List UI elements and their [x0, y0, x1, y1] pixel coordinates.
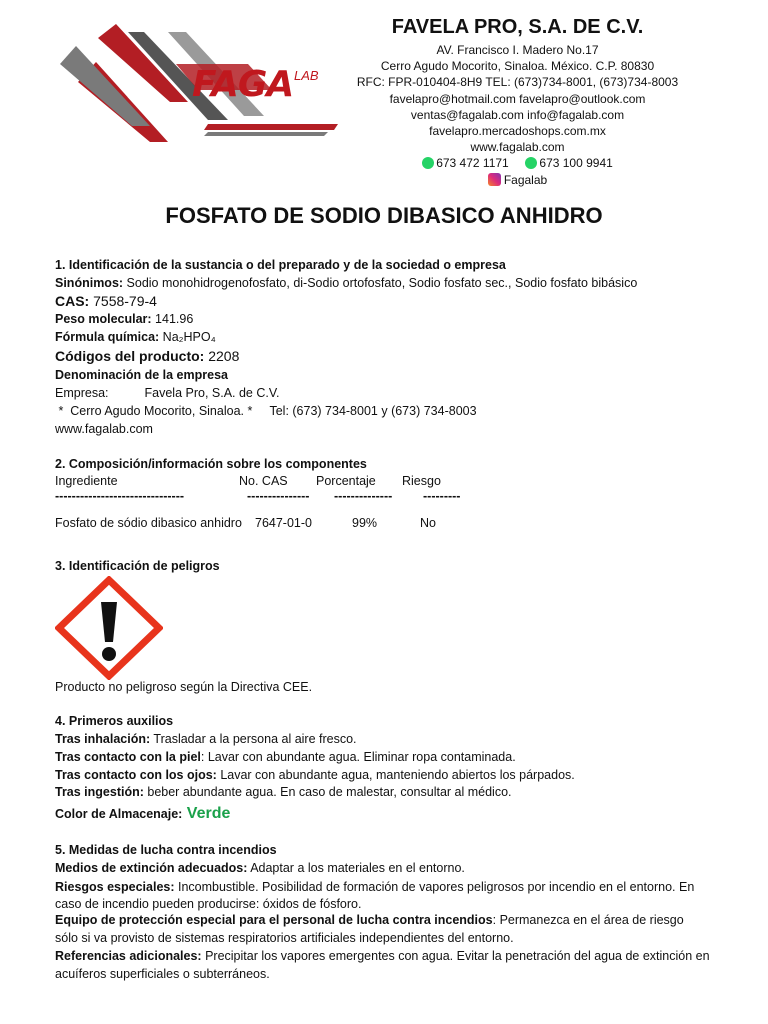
first-aid-ingestion: Tras ingestión: beber abundante agua. En caso de malestar, consultar al médico.: [55, 785, 512, 799]
cell-cas: 7647-01-0: [255, 516, 312, 530]
special-risks-cont: caso de incendio pueden producirse: óxidos de fósforo.: [55, 897, 362, 911]
empresa-line: Empresa: Favela Pro, S.A. de C.V.: [55, 386, 280, 400]
divider: --------------: [334, 489, 393, 503]
company-phones: [350, 155, 685, 171]
molecular-weight: Peso molecular: 141.96: [55, 312, 194, 326]
cell-percent: 99%: [352, 516, 378, 530]
company-email1[interactable]: favelapro@hotmail.com favelapro@outlook.com: [389, 92, 646, 106]
hazard-statement: Producto no peligroso según la Directiva CEE.: [55, 680, 313, 694]
whatsapp-icon: [422, 157, 434, 169]
section5-heading: 5. Medidas de lucha contra incendios: [55, 843, 277, 857]
company-web[interactable]: www.fagalab.com: [470, 140, 565, 154]
extinguishing-media: Medios de extinción adecuados: Adaptar a los materiales en el entorno.: [55, 861, 465, 875]
first-aid-inhalation: Tras inhalación: Trasladar a la persona al aire fresco.: [55, 732, 357, 746]
company-address: AV. Francisco I. Madero No.17: [436, 43, 599, 57]
col-header-cas: No. CAS: [239, 474, 288, 488]
cas-number: CAS: 7558-79-4: [55, 293, 157, 309]
divider: -------------------------------: [55, 489, 185, 503]
first-aid-skin: Tras contacto con la piel: Lavar con abundante agua. Eliminar ropa contaminada.: [55, 750, 516, 764]
additional-references: Referencias adicionales: Precipitar los vapores emergentes con agua. Evitar la penetración del agua de extinción en: [55, 949, 710, 963]
section3-heading: 3. Identificación de peligros: [55, 559, 220, 573]
section1-heading: 1. Identificación de la sustancia o del preparado y de la sociedad o empresa: [55, 258, 506, 272]
logo-brand: FAGA: [192, 64, 294, 105]
website-link[interactable]: www.fagalab.com: [55, 422, 153, 436]
cell-ingredient: Fosfato de sódio dibasico anhidro: [55, 516, 242, 530]
document-title: FOSFATO DE SODIO DIBASICO ANHIDRO: [165, 203, 603, 228]
phone-1[interactable]: 673 472 1171: [436, 156, 509, 170]
logo-suffix: LAB: [294, 68, 319, 83]
divider: ---------------: [247, 489, 310, 503]
section4-heading: 4. Primeros auxilios: [55, 714, 174, 728]
instagram-icon: [488, 173, 501, 186]
protective-equipment-cont: sólo si va provisto de sistemas respiratorios artificiales independientes del entorno.: [55, 931, 514, 945]
col-header-ingredient: Ingrediente: [55, 474, 118, 488]
divider: ---------: [423, 489, 461, 503]
whatsapp-icon: [525, 157, 537, 169]
col-header-percent: Porcentaje: [316, 474, 376, 488]
special-risks: Riesgos especiales: Incombustible. Posibilidad de formación de vapores peligrosos por incendio en el entorno. En: [55, 880, 695, 894]
storage-color-value: Verde: [182, 805, 231, 822]
company-city: Cerro Agudo Mocorito, Sinaloa. México. C.P. 80830: [380, 59, 655, 73]
company-denomination: Denominación de la empresa: [55, 368, 228, 382]
phone-2[interactable]: 673 100 9941: [539, 156, 613, 170]
col-header-risk: Riesgo: [402, 474, 441, 488]
company-logo: [58, 24, 348, 144]
chemical-formula: Fórmula química: Na₂HPO₄: [55, 330, 216, 344]
company-name: FAVELA PRO, S.A. DE C.V.: [391, 16, 644, 38]
first-aid-eyes: Tras contacto con los ojos: Lavar con abundante agua, manteniendo abiertos los párpados.: [55, 768, 575, 782]
contact-line: * Cerro Agudo Mocorito, Sinaloa. * Tel: (673) 734-8001 y (673) 734-8003: [55, 404, 477, 418]
instagram-handle[interactable]: Fagalab: [503, 173, 548, 187]
hazard-pictogram-icon: [55, 576, 163, 683]
company-email2[interactable]: ventas@fagalab.com info@fagalab.com: [410, 108, 625, 122]
storage-color: Color de Almacenaje: Verde: [55, 805, 231, 822]
company-shop[interactable]: favelapro.mercadoshops.com.mx: [429, 124, 606, 138]
company-rfc: RFC: FPR-010404-8H9 TEL: (673)734-8001, (673)734-8003: [356, 75, 679, 89]
product-code: Códigos del producto: 2208: [55, 348, 240, 364]
section2-heading: 2. Composición/información sobre los componentes: [55, 457, 367, 471]
protective-equipment: Equipo de protección especial para el personal de lucha contra incendios: Permanezca en el área de riesgo: [55, 913, 684, 927]
additional-references-cont: acuíferos superficiales o subterráneos.: [55, 967, 270, 981]
synonyms: Sinónimos: Sodio monohidrogenofosfato, di-Sodio ortofosfato, Sodio fosfato sec., Sodio fosfato bibásico: [55, 276, 638, 290]
cell-risk: No: [420, 516, 436, 530]
company-instagram: [350, 172, 685, 188]
